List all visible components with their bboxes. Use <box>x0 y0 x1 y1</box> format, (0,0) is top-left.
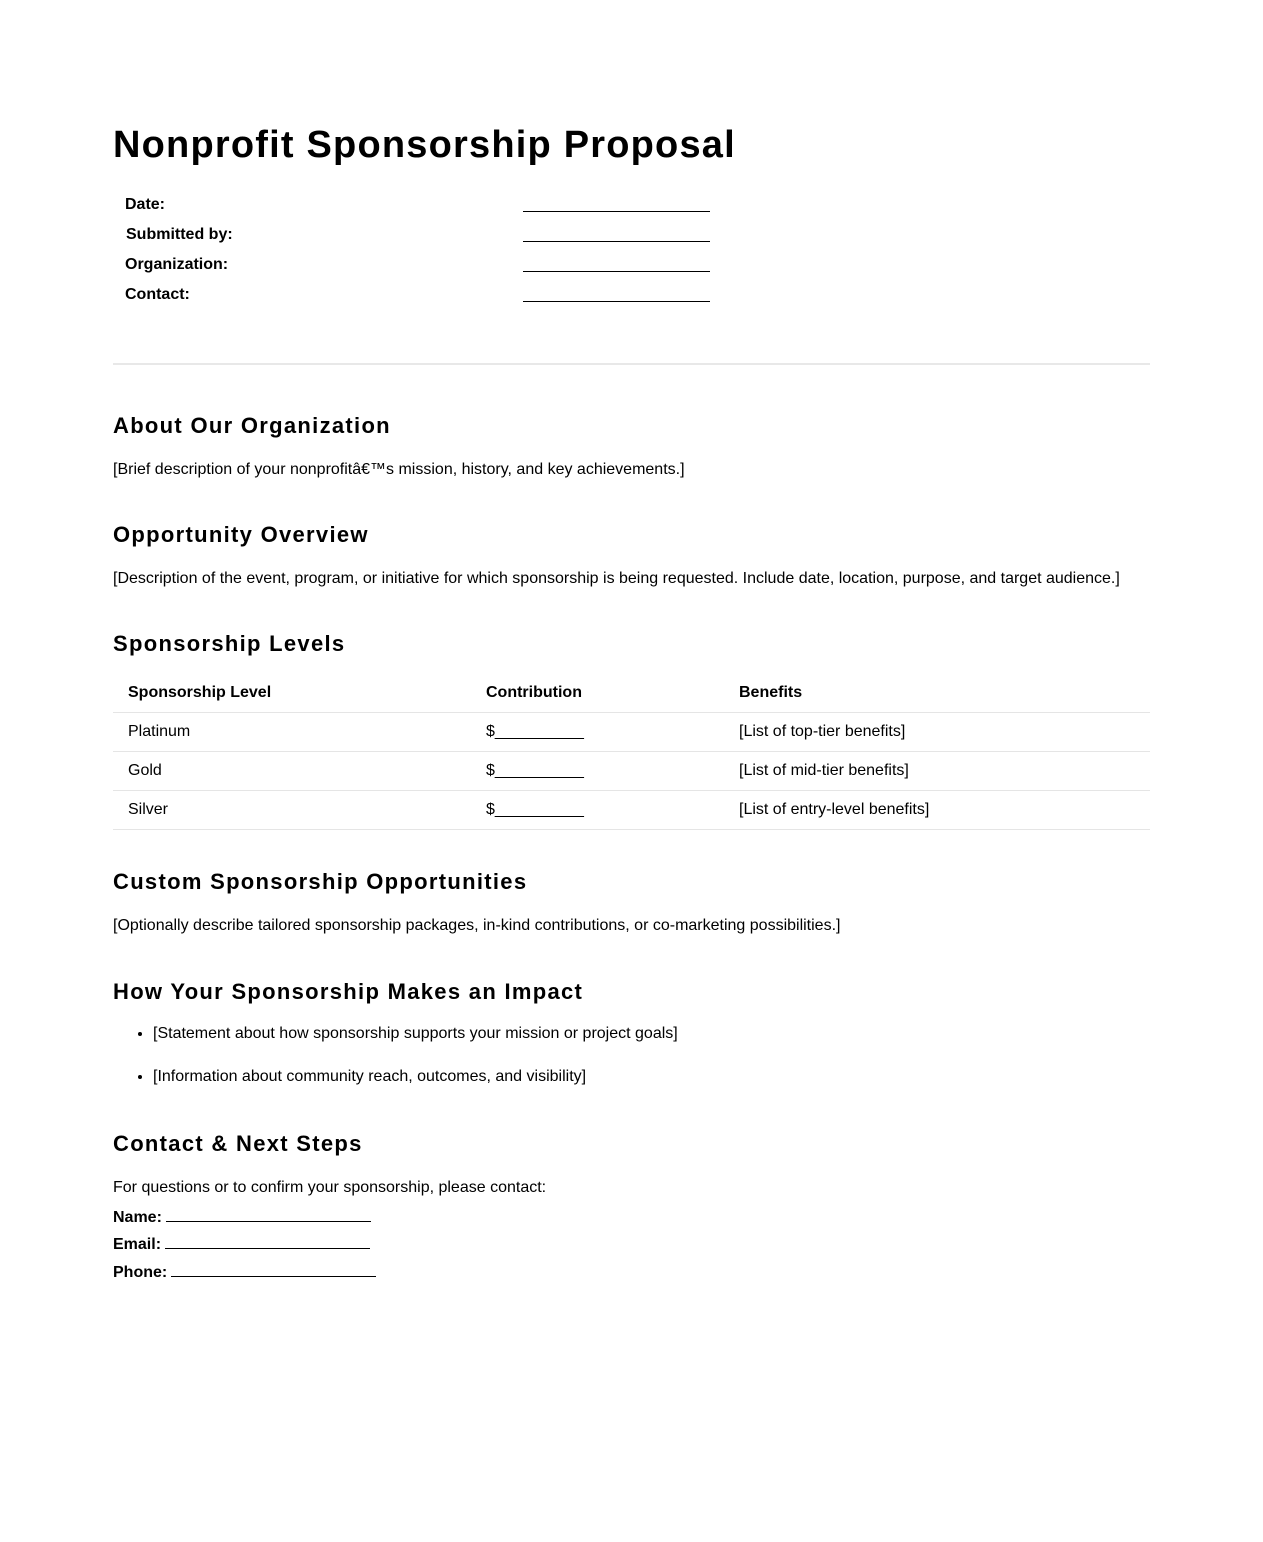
meta-label: Organization: <box>125 256 229 273</box>
list-item: • [Statement about how sponsorship supports your mission or project goals] <box>153 1024 678 1044</box>
blank-line <box>523 284 710 302</box>
meta-label: Submitted by: <box>126 226 233 243</box>
blank-line <box>523 254 710 272</box>
meta-contact-field[interactable] <box>523 280 713 310</box>
contribution-cell[interactable]: $__________ <box>471 752 724 791</box>
contact-phone-row <box>113 1260 376 1283</box>
contribution-cell[interactable]: $__________ <box>471 791 724 830</box>
meta-row-submitted-by <box>125 220 713 250</box>
contact-phone-field[interactable] <box>171 1260 376 1277</box>
level-cell: Platinum <box>113 713 471 752</box>
contact-name-field[interactable] <box>166 1205 371 1222</box>
list-item: • [Information about community reach, outcomes, and visibility] <box>153 1067 678 1087</box>
column-header-level: Sponsorship Level <box>113 674 471 713</box>
benefits-cell: [List of mid-tier benefits] <box>724 752 1150 791</box>
document-title: Nonprofit Sponsorship Proposal <box>113 124 736 166</box>
blank-line <box>523 224 710 242</box>
contact-email-row <box>113 1232 370 1255</box>
section-divider <box>113 363 1150 365</box>
contact-email-label: Email: <box>113 1236 162 1253</box>
about-text: [Brief description of your nonprofitâ€™s mission, history, and key achievements.] <box>113 461 685 478</box>
section-heading-impact: How Your Sponsorship Makes an Impact <box>113 979 584 1004</box>
meta-organization-field[interactable] <box>523 250 713 280</box>
impact-list <box>113 1024 678 1110</box>
table-row <box>113 713 1150 752</box>
benefits-cell: [List of entry-level benefits] <box>724 791 1150 830</box>
section-heading-custom: Custom Sponsorship Opportunities <box>113 869 528 894</box>
contact-intro: For questions or to confirm your sponsorship, please contact: <box>113 1179 547 1196</box>
section-heading-contact: Contact & Next Steps <box>113 1131 363 1156</box>
level-cell: Silver <box>113 791 471 830</box>
section-heading-about: About Our Organization <box>113 413 391 438</box>
contact-name-label: Name: <box>113 1209 162 1226</box>
contribution-cell[interactable]: $__________ <box>471 713 724 752</box>
benefits-cell: [List of top-tier benefits] <box>724 713 1150 752</box>
column-header-benefits: Benefits <box>724 674 1150 713</box>
table-row <box>113 752 1150 791</box>
section-heading-levels: Sponsorship Levels <box>113 631 346 656</box>
section-heading-overview: Opportunity Overview <box>113 522 369 547</box>
meta-label: Date: <box>125 196 166 213</box>
overview-text: [Description of the event, program, or initiative for which sponsorship is being requested. Include date, location, purpose, and target audience.] <box>113 570 1120 587</box>
contact-phone-label: Phone: <box>113 1264 168 1281</box>
level-cell: Gold <box>113 752 471 791</box>
sponsorship-levels-table <box>113 674 1150 830</box>
table-row <box>113 791 1150 830</box>
meta-row-date <box>125 190 713 220</box>
column-header-contribution: Contribution <box>471 674 724 713</box>
blank-line <box>523 194 710 212</box>
contact-name-row <box>113 1205 371 1228</box>
meta-row-organization <box>125 250 713 280</box>
meta-date-field[interactable] <box>523 190 713 220</box>
meta-row-contact <box>125 280 713 310</box>
custom-text: [Optionally describe tailored sponsorship packages, in-kind contributions, or co-marketing possibilities.] <box>113 917 841 934</box>
contact-email-field[interactable] <box>165 1232 370 1249</box>
meta-submitted-by-field[interactable] <box>523 220 713 250</box>
proposal-meta-table <box>125 190 713 310</box>
table-header-row <box>113 674 1150 713</box>
meta-label: Contact: <box>125 286 190 303</box>
